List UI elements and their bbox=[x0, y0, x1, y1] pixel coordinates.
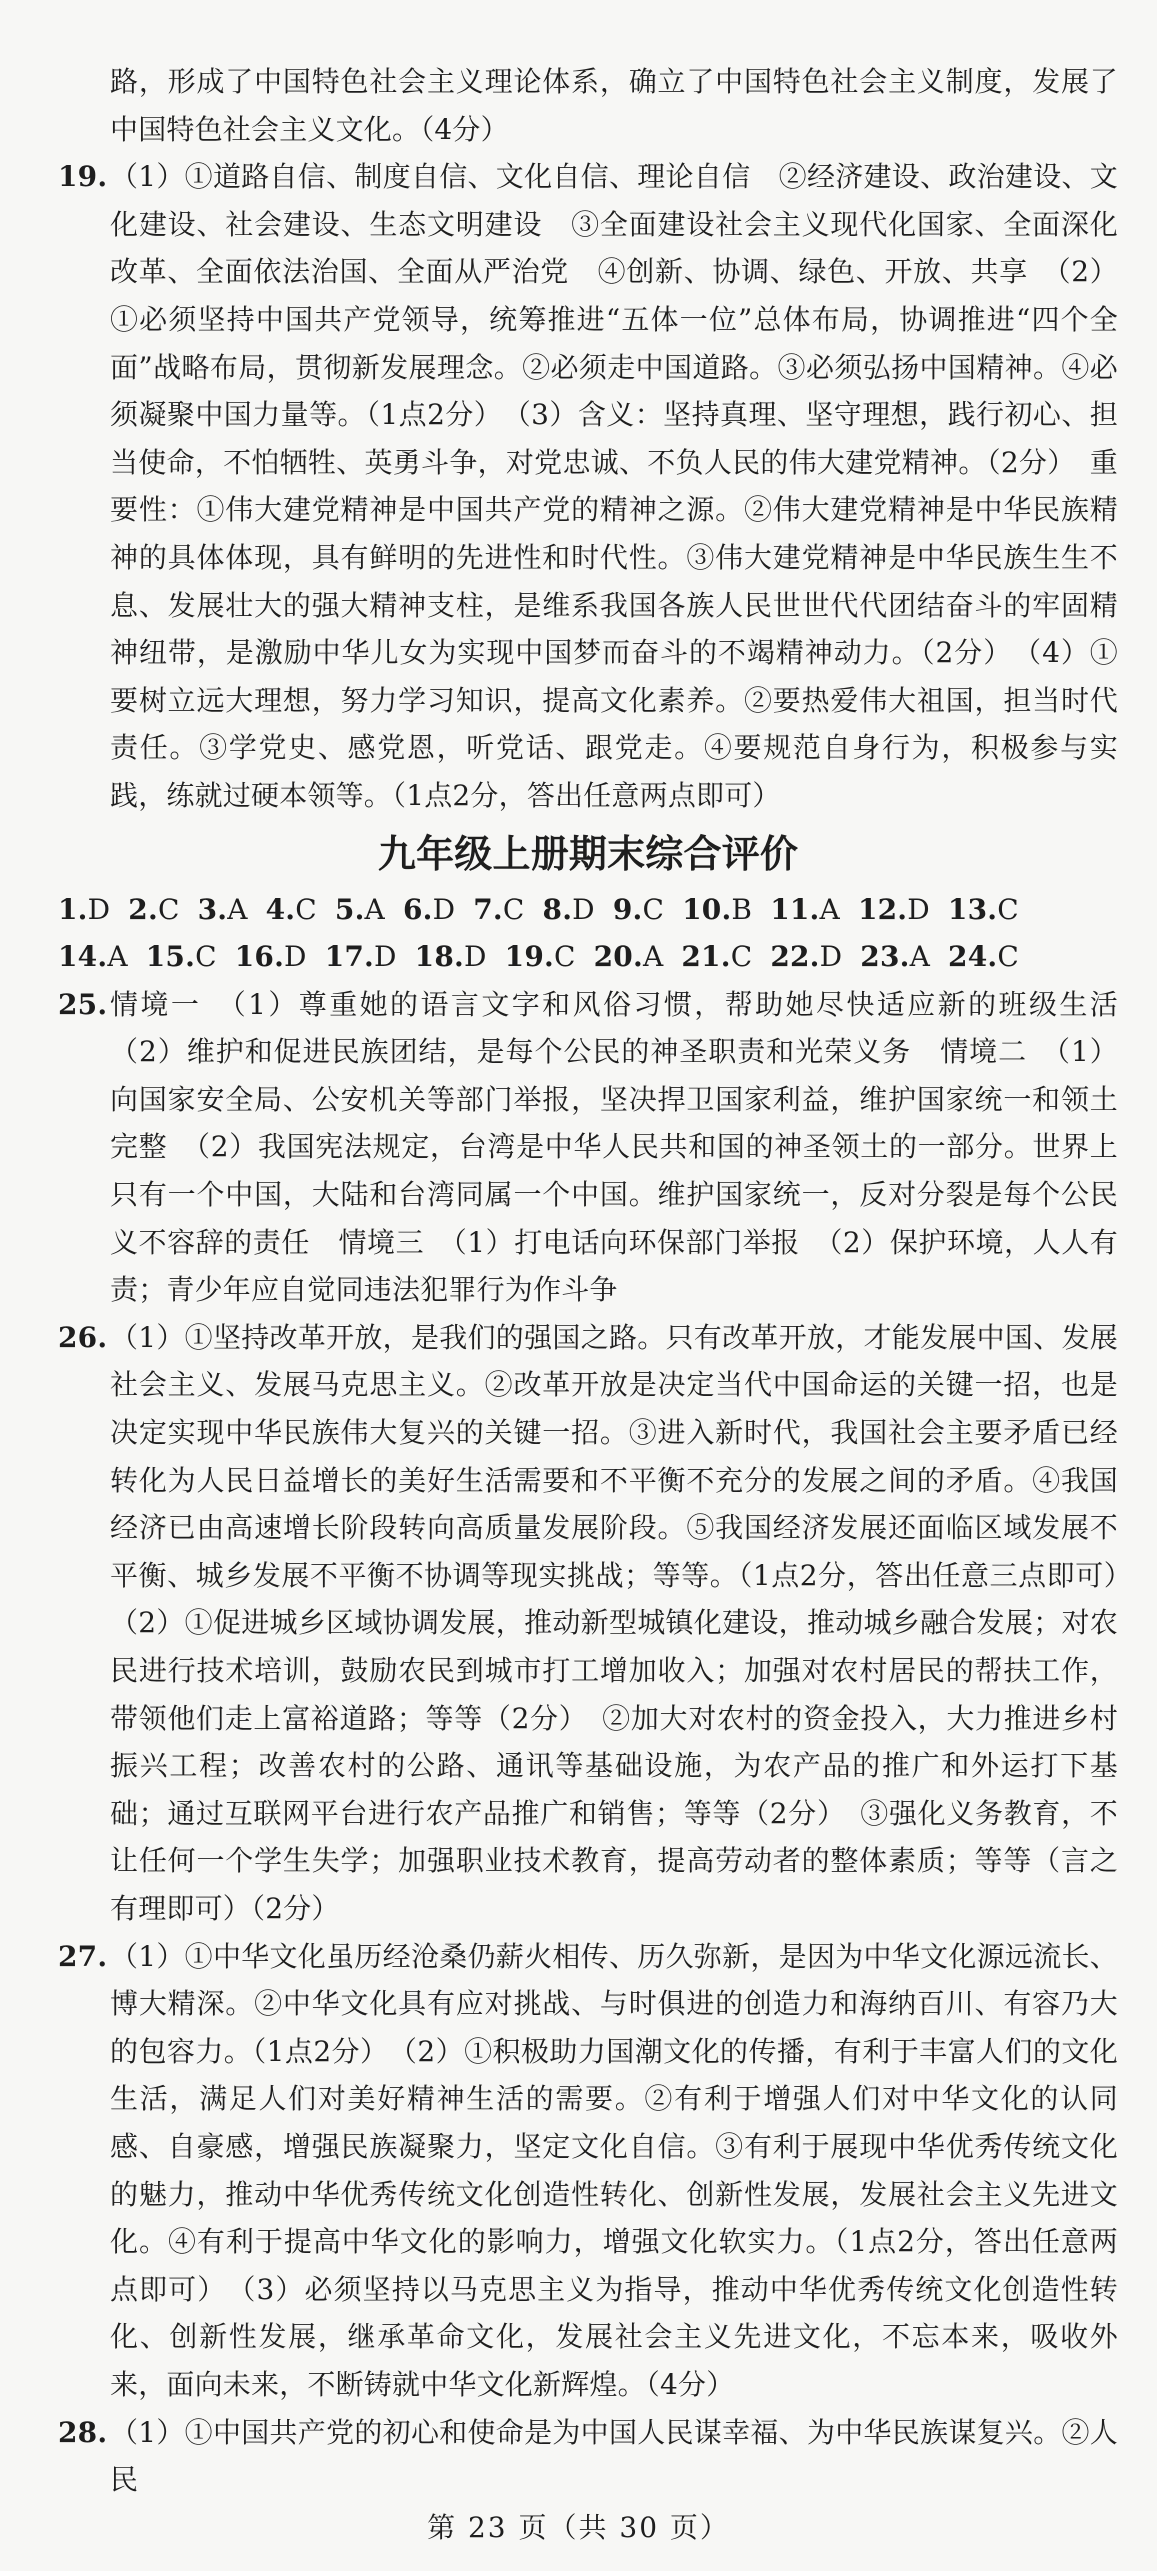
mc-answer-letter: A bbox=[107, 940, 128, 974]
mc-answer bbox=[543, 886, 595, 934]
mc-question-number: 2. bbox=[128, 892, 158, 926]
mc-answer bbox=[403, 886, 455, 934]
mc-answer bbox=[770, 886, 840, 934]
mc-answer bbox=[198, 886, 248, 934]
mc-answer bbox=[860, 933, 930, 981]
mc-answer bbox=[505, 933, 576, 981]
mc-question-number: 10. bbox=[682, 892, 732, 926]
page-footer: 第 23 页（共 30 页） bbox=[427, 2511, 730, 2544]
mc-answer bbox=[58, 886, 110, 934]
mc-answer bbox=[681, 933, 752, 981]
mc-answer-letter: D bbox=[432, 892, 456, 926]
answer-content bbox=[58, 58, 1147, 2504]
answer-text: （1）①中华文化虽历经沧桑仍薪火相传、历久弥新，是因为中华文化源远流长、博大精深。②中华文化具有应对挑战、与时俱进的创造力和海纳百川、有容乃大的包容力。（1点2分） （2）①积极助力国潮文化的传播，有利于丰富人们的文化生活，满足人们对美好精神生活的需要。②有利于增强人们对中华文化的认同感、自豪感，增强民族凝聚力，坚定文化自信。③有利于展现中华优秀传统文化的魅力，推动中华优秀传统文化创造性转化、创新性发展，发展社会主义先进文化。④有利于提高中华文化的影响力，增强文化软实力。（1点2分，答出任意两点即可） （3）必须坚持以马克思主义为指导，推动中华优秀传统文化创造性转化、创新性发展，继承革命文化，发展社会主义先进文化，不忘本来，吸收外来，面向未来，不断铸就中华文化新辉煌。（4分） bbox=[110, 1939, 1118, 2401]
mc-question-number: 5. bbox=[334, 892, 365, 926]
multiple-choice-answers bbox=[58, 886, 1118, 981]
mc-question-number: 4. bbox=[265, 892, 296, 926]
mc-question-number: 18. bbox=[414, 940, 464, 974]
mc-question-number: 21. bbox=[681, 940, 731, 974]
answer-text: （1）①道路自信、制度自信、文化自信、理论自信 ②经济建设、政治建设、文化建设、社会建设、生态文明建设 ③全面建设社会主义现代化国家、全面深化改革、全面依法治国、全面从严治党 ④创新、协调、绿色、开放、共享 （2）①必须坚持中国共产党领导，统筹推进“五体一位”总体布局，协调推进“四个全面”战略布局，贯彻新发展理念。②必须走中国道路。③必须弘扬中国精神。④必须凝聚中国力量等。（1点2分） （3）含义：坚持真理、坚守理想，践行初心、担当使命，不怕牺牲、英勇斗争，对党忠诚、不负人民的伟大建党精神。（2分） 重要性：①伟大建党精神是中国共产党的精神之源。②伟大建党精神是中华民族精神的具体体现，具有鲜明的先进性和时代性。③伟大建党精神是中华民族生生不息、发展壮大的强大精神支柱，是维系我国各族人民世世代代团结奋斗的牢固精神纽带，是激励中华儿女为实现中国梦而奋斗的不竭精神动力。（2分） （4）①要树立远大理想，努力学习知识，提高文化素养。②要热爱伟大祖国，担当时代责任。③学党史、感党恩，听党话、跟党走。④要规范自身行为，积极参与实践，练就过硬本领等。（1点2分，答出任意两点即可） bbox=[110, 160, 1118, 812]
answer-text: （1）①坚持改革开放，是我们的强国之路。只有改革开放，才能发展中国、发展社会主义、发展马克思主义。②改革开放是决定当代中国命运的关键一招，也是决定实现中华民族伟大复兴的关键一招。③进入新时代，我国社会主要矛盾已经转化为人民日益增长的美好生活需要和不平衡不充分的发展之间的矛盾。④我国经济已由高速增长阶段转向高质量发展阶段。⑤我国经济发展还面临区域发展不平衡、城乡发展不平衡不协调等现实挑战；等等。（1点2分，答出任意三点即可） （2）①促进城乡区域协调发展，推动新型城镇化建设，推动城乡融合发展；对农民进行技术培训，鼓励农民到城市打工增加收入；加强对农村居民的帮扶工作，带领他们走上富裕道路；等等（2分） ②加大对农村的资金投入，大力推进乡村振兴工程；改善农村的公路、通讯等基础设施，为农产品的推广和外运打下基础；通过互联网平台进行农产品推广和销售；等等（2分） ③强化义务教育，不让任何一个学生失学；加强职业技术教育，提高劳动者的整体素质；等等（言之有理即可）（2分） bbox=[110, 1320, 1147, 1925]
question-number: 19. bbox=[58, 160, 108, 194]
mc-answer-letter: C bbox=[997, 940, 1019, 974]
mc-question-number: 8. bbox=[542, 892, 573, 926]
mc-question-number: 17. bbox=[324, 940, 375, 974]
mc-question-number: 1. bbox=[58, 892, 88, 926]
mc-answer-letter: A bbox=[819, 892, 840, 926]
mc-question-number: 3. bbox=[197, 892, 228, 926]
mc-question-number: 13. bbox=[947, 892, 998, 926]
mc-answer-letter: C bbox=[502, 892, 525, 926]
mc-answer bbox=[58, 933, 128, 981]
mc-answer-letter: C bbox=[642, 892, 665, 926]
mc-question-number: 15. bbox=[145, 940, 196, 974]
mc-answer bbox=[858, 886, 930, 934]
mc-answer bbox=[415, 933, 487, 981]
question-number: 27. bbox=[58, 1939, 108, 1973]
mc-answer bbox=[325, 933, 397, 981]
mc-question-number: 9. bbox=[612, 892, 643, 926]
answer-q26 bbox=[58, 1314, 1147, 1933]
question-number: 25. bbox=[58, 987, 108, 1021]
mc-answer-letter: D bbox=[87, 892, 111, 926]
mc-answer bbox=[682, 886, 752, 934]
mc-answer-letter: C bbox=[730, 940, 753, 974]
mc-question-number: 22. bbox=[770, 940, 820, 974]
mc-answer-letter: C bbox=[553, 940, 576, 974]
mc-answer bbox=[613, 886, 664, 934]
mc-answer-letter: D bbox=[464, 940, 487, 974]
mc-answer bbox=[473, 886, 524, 934]
mc-question-number: 12. bbox=[857, 892, 908, 926]
mc-answer-letter: D bbox=[284, 940, 307, 974]
mc-answer-letter: D bbox=[572, 892, 595, 926]
mc-answer bbox=[266, 886, 317, 934]
mc-answer-letter: D bbox=[374, 940, 397, 974]
answer-q19 bbox=[58, 153, 1118, 819]
section-title: 九年级上册期末综合评价 bbox=[377, 830, 799, 876]
mc-question-number: 16. bbox=[234, 940, 285, 974]
mc-answer bbox=[235, 933, 307, 981]
mc-question-number: 14. bbox=[58, 940, 108, 974]
mc-answer-letter: A bbox=[642, 940, 664, 974]
mc-answer-letter: D bbox=[819, 940, 843, 974]
mc-answer bbox=[948, 886, 1019, 934]
answer-q27 bbox=[58, 1933, 1118, 2409]
mc-answer bbox=[146, 933, 217, 981]
mc-question-number: 6. bbox=[402, 892, 433, 926]
mc-answer-letter: A bbox=[364, 892, 385, 926]
mc-answer bbox=[594, 933, 664, 981]
mc-question-number: 7. bbox=[473, 892, 503, 926]
answer-text: （1）①中国共产党的初心和使命是为中国人民谋幸福、为中华民族谋复兴。②人民 bbox=[110, 2415, 1118, 2497]
answer-q25 bbox=[58, 981, 1147, 1314]
answer-text: 情境一 （1）尊重她的语言文字和风俗习惯，帮助她尽快适应新的班级生活 （2）维护和促进民族团结，是每个公民的神圣职责和光荣义务 情境二 （1）向国家安全局、公安机关等部门举报，坚决捍卫国家利益，维护国家统一和领土完整 （2）我国宪法规定，台湾是中华人民共和国的神圣领土的一部分。世界上只有一个中国，大陆和台湾同属一个中国。维护国家统一，反对分裂是每个公民义不容辞的责任 情境三 （1）打电话向环保部门举报 （2）保护环境，人人有责；青少年应自觉同违法犯罪行为作斗争 bbox=[110, 987, 1147, 1307]
mc-answer-letter: D bbox=[907, 892, 930, 926]
mc-question-number: 11. bbox=[770, 892, 820, 926]
mc-question-number: 24. bbox=[948, 940, 998, 974]
mc-answer-letter: C bbox=[997, 892, 1019, 926]
mc-question-number: 19. bbox=[504, 940, 554, 974]
mc-question-number: 23. bbox=[860, 940, 910, 974]
continuation-text: 路，形成了中国特色社会主义理论体系，确立了中国特色社会主义制度，发展了中国特色社会主义文化。（4分） bbox=[110, 65, 1118, 146]
mc-answer-letter: C bbox=[295, 892, 317, 926]
mc-answer-letter: C bbox=[157, 892, 180, 926]
mc-answer-letter: C bbox=[195, 940, 217, 974]
question-number: 26. bbox=[58, 1320, 108, 1354]
mc-answer bbox=[335, 886, 385, 934]
mc-answer bbox=[128, 886, 179, 934]
mc-answer bbox=[948, 933, 1019, 981]
answer-q28 bbox=[58, 2409, 1118, 2504]
mc-answer-letter: A bbox=[909, 940, 931, 974]
mc-question-number: 20. bbox=[593, 940, 643, 974]
mc-answer-letter: A bbox=[227, 892, 248, 926]
continuation-paragraph bbox=[58, 58, 1118, 153]
question-number: 28. bbox=[58, 2415, 108, 2449]
mc-answer-letter: B bbox=[731, 892, 753, 926]
mc-answer bbox=[770, 933, 842, 981]
